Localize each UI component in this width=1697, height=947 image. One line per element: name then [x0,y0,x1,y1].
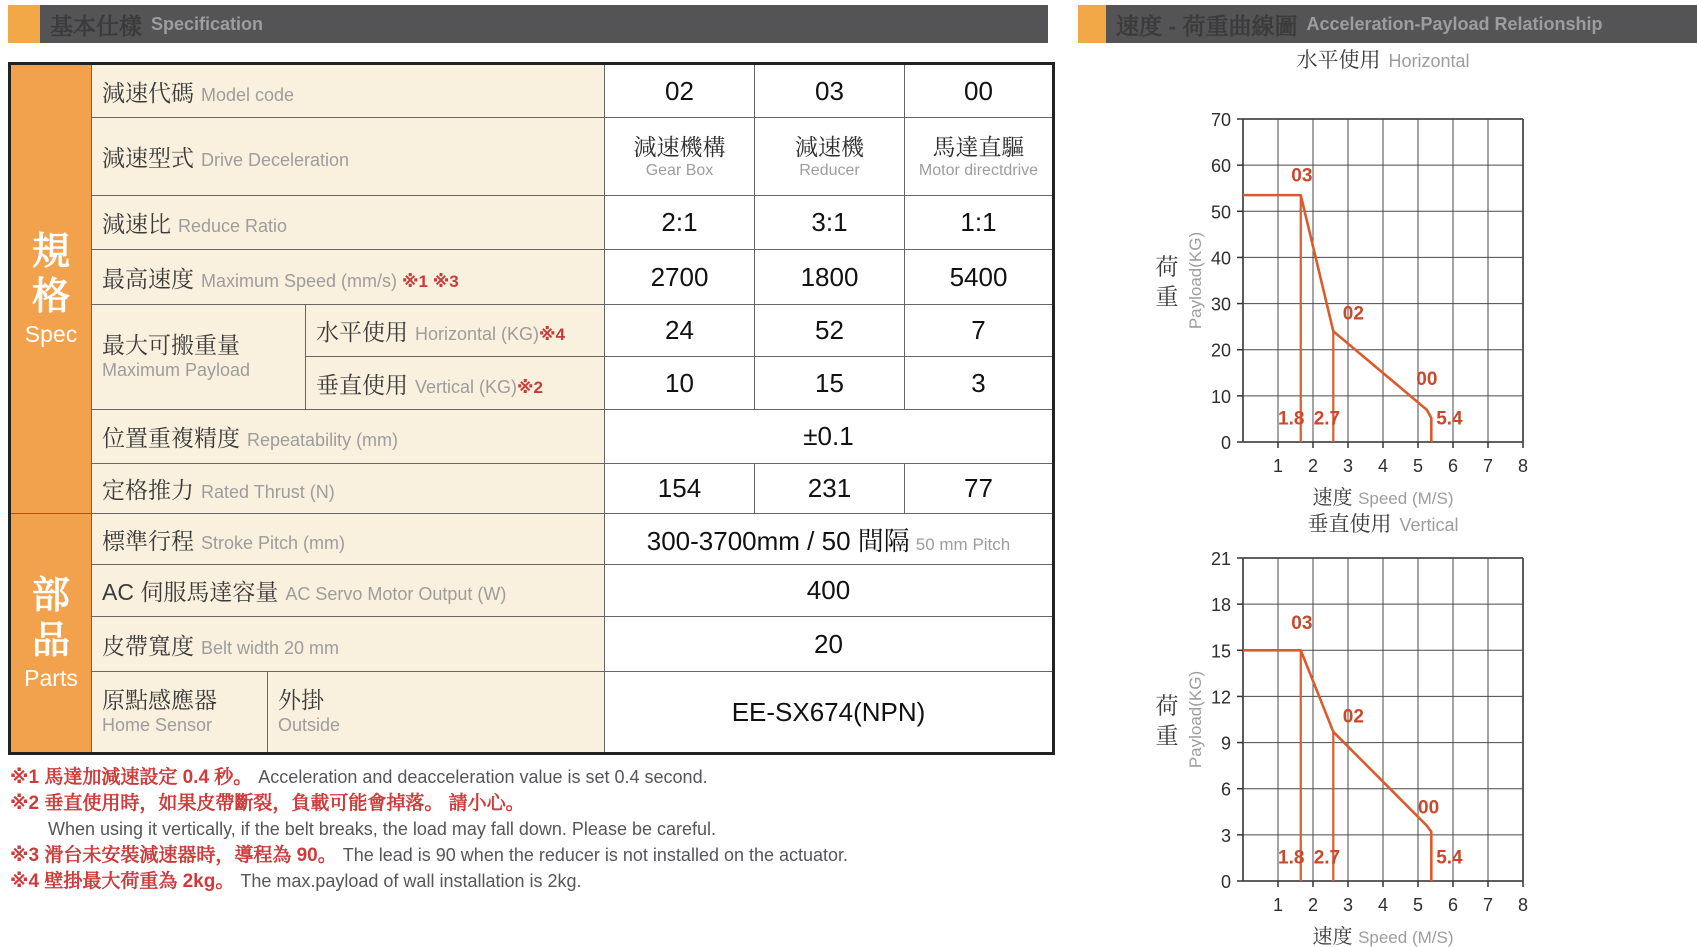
svg-text:1: 1 [1272,456,1284,476]
group-label-parts-en: Parts [24,665,78,692]
row-label-belt: 皮帶寬度 Belt width 20 mm [92,617,605,672]
cell-max-speed-02: 2700 [605,250,755,305]
spec-table [8,62,1055,755]
svg-text:重: 重 [1155,722,1179,749]
svg-text:0: 0 [1220,872,1231,892]
charts-section-header [1078,5,1697,43]
svg-text:8: 8 [1517,456,1529,476]
svg-text:5.4: 5.4 [1436,408,1463,430]
row-label-model-code: 減速代碼 Model code [92,64,605,118]
svg-text:00: 00 [1416,369,1438,391]
svg-text:1.8: 1.8 [1278,847,1305,869]
svg-text:4: 4 [1377,895,1389,915]
cell-model-code-02: 02 [605,64,755,118]
cell-servo-output: 400 [605,565,1054,617]
svg-text:12: 12 [1210,687,1231,708]
row-label-reduce-ratio: 減速比 Reduce Ratio [92,196,605,250]
cell-max-speed-03: 1800 [755,250,905,305]
orange-accent-square [1078,5,1106,43]
svg-text:速度 Speed (M/S): 速度 Speed (M/S) [1312,487,1454,509]
svg-text:30: 30 [1210,294,1231,315]
svg-text:荷: 荷 [1155,692,1179,719]
row-label-servo: AC 伺服馬達容量 AC Servo Motor Output (W) [92,565,605,617]
footnote-2-en: When using it vertically, if the belt breaks, the load may fall down. Please be careful. [48,819,717,839]
charts-header-title-zh: 速度 - 荷重曲線圖 [1116,12,1298,39]
vertical-payload-chart [1083,546,1568,947]
svg-text:02: 02 [1342,303,1364,325]
spec-header-bar [40,5,1048,43]
cell-drive-type-00: 馬達直驅 Motor directdrive [905,118,1054,196]
row-label-max-payload: 最大可搬重量 Maximum Payload [92,305,306,410]
cell-home-sensor-model: EE-SX674(NPN) [605,672,1054,754]
svg-text:10: 10 [1210,386,1231,407]
table-row-servo [10,565,1054,617]
row-label-home-sensor-outside: 外掛 Outside [268,672,605,754]
cell-payload-h-03: 52 [755,305,905,357]
row-label-payload-vertical: 垂直使用 Vertical (KG)※2 [306,357,605,410]
svg-text:00: 00 [1418,797,1440,819]
table-row-payload-horizontal [10,305,1054,357]
row-label-rated-thrust: 定格推力 Rated Thrust (N) [92,464,605,514]
cell-payload-v-02: 10 [605,357,755,410]
svg-text:7: 7 [1482,456,1494,476]
charts-header-title-en: Acceleration-Payload Relationship [1306,13,1603,34]
row-label-home-sensor: 原點感應器 Home Sensor [92,672,268,754]
svg-text:1: 1 [1272,895,1284,915]
row-label-stroke: 標準行程 Stroke Pitch (mm) [92,514,605,565]
cell-payload-v-03: 15 [755,357,905,410]
svg-text:2.7: 2.7 [1313,408,1341,430]
horizontal-chart-title: 水平使用 Horizontal [1296,49,1470,72]
cell-repeatability: ±0.1 [605,410,1054,464]
group-label-spec-en: Spec [24,321,78,348]
svg-text:5.4: 5.4 [1436,847,1463,869]
group-band-spec [10,64,92,514]
spec-header-title-zh: 基本仕樣 [50,12,142,39]
vertical-chart-title: 垂直使用 Vertical [1307,513,1459,536]
table-row-home-sensor [10,672,1054,754]
cell-payload-h-02: 24 [605,305,755,357]
row-label-max-speed: 最高速度 Maximum Speed (mm/s) ※1 ※3 [92,250,605,305]
svg-text:8: 8 [1517,895,1529,915]
svg-text:40: 40 [1210,248,1231,269]
cell-model-code-00: 00 [905,64,1054,118]
svg-text:03: 03 [1291,612,1313,634]
spec-section-header [8,5,1048,43]
svg-text:21: 21 [1210,549,1231,569]
svg-text:6: 6 [1447,456,1459,476]
group-band-parts [10,514,92,754]
cell-thrust-00: 77 [905,464,1054,514]
cell-payload-v-00: 3 [905,357,1054,410]
cell-ratio-02: 2:1 [605,196,755,250]
svg-text:6: 6 [1447,895,1459,915]
cell-model-code-03: 03 [755,64,905,118]
svg-text:2.7: 2.7 [1313,847,1341,869]
svg-text:20: 20 [1210,340,1231,361]
svg-text:2: 2 [1307,456,1319,476]
svg-text:1.8: 1.8 [1278,408,1305,430]
table-row-drive-type [10,118,1054,196]
svg-text:3: 3 [1342,456,1354,476]
svg-text:Payload(KG): Payload(KG) [1186,231,1205,330]
svg-text:荷: 荷 [1155,253,1179,280]
table-row-belt [10,617,1054,672]
cell-payload-h-00: 7 [905,305,1054,357]
charts-header-bar [1106,5,1697,43]
footnote-4: ※4 壁掛最大荷重為 2kg。 The max.payload of wall installation is 2kg. [10,871,582,892]
cell-drive-type-03: 減速機 Reducer [755,118,905,196]
svg-text:5: 5 [1412,895,1424,915]
table-row-stroke [10,514,1054,565]
cell-stroke: 300-3700mm / 50 間隔 50 mm Pitch [605,514,1054,565]
svg-text:6: 6 [1220,779,1231,800]
svg-text:重: 重 [1155,283,1179,310]
row-label-drive-type: 減速型式 Drive Deceleration [92,118,605,196]
svg-text:02: 02 [1342,706,1364,728]
cell-belt-width: 20 [605,617,1054,672]
svg-text:4: 4 [1377,456,1389,476]
svg-text:0: 0 [1220,433,1231,453]
row-label-payload-horizontal: 水平使用 Horizontal (KG)※4 [306,305,605,357]
table-row-rated-thrust [10,464,1054,514]
svg-text:3: 3 [1220,825,1231,846]
footnotes [10,765,1050,895]
svg-text:15: 15 [1210,641,1231,662]
svg-text:70: 70 [1210,110,1231,130]
svg-text:7: 7 [1482,895,1494,915]
footnote-2: ※2 垂直使用時，如果皮帶斷裂，負載可能會掉落。 請小心。 [10,793,525,814]
table-row-reduce-ratio [10,196,1054,250]
horizontal-payload-chart [1083,107,1568,509]
svg-text:9: 9 [1220,733,1231,754]
svg-text:18: 18 [1210,595,1231,616]
svg-text:60: 60 [1210,156,1231,177]
cell-max-speed-00: 5400 [905,250,1054,305]
svg-text:2: 2 [1307,895,1319,915]
cell-ratio-03: 3:1 [755,196,905,250]
svg-text:Payload(KG): Payload(KG) [1186,670,1205,769]
table-row-model-code [10,64,1054,118]
orange-accent-square [8,5,40,43]
spec-header-title-en: Specification [151,13,264,34]
svg-text:5: 5 [1412,456,1424,476]
footnote-3: ※3 滑台未安裝減速器時，導程為 90。 The lead is 90 when the reducer is not installed on the actuator. [10,845,849,866]
group-label-parts-zh: 部品 [31,574,70,662]
cell-thrust-03: 231 [755,464,905,514]
row-label-repeatability: 位置重複精度 Repeatability (mm) [92,410,605,464]
cell-drive-type-02: 減速機構 Gear Box [605,118,755,196]
cell-ratio-00: 1:1 [905,196,1054,250]
table-row-repeatability [10,410,1054,464]
svg-text:03: 03 [1291,165,1313,187]
svg-text:50: 50 [1210,202,1231,223]
svg-text:3: 3 [1342,895,1354,915]
svg-text:速度 Speed (M/S): 速度 Speed (M/S) [1312,926,1454,947]
group-label-spec-zh: 規格 [31,230,70,318]
footnote-1: ※1 馬達加減速設定 0.4 秒。 Acceleration and deacceleration value is set 0.4 second. [10,767,708,788]
cell-thrust-02: 154 [605,464,755,514]
table-row-max-speed [10,250,1054,305]
